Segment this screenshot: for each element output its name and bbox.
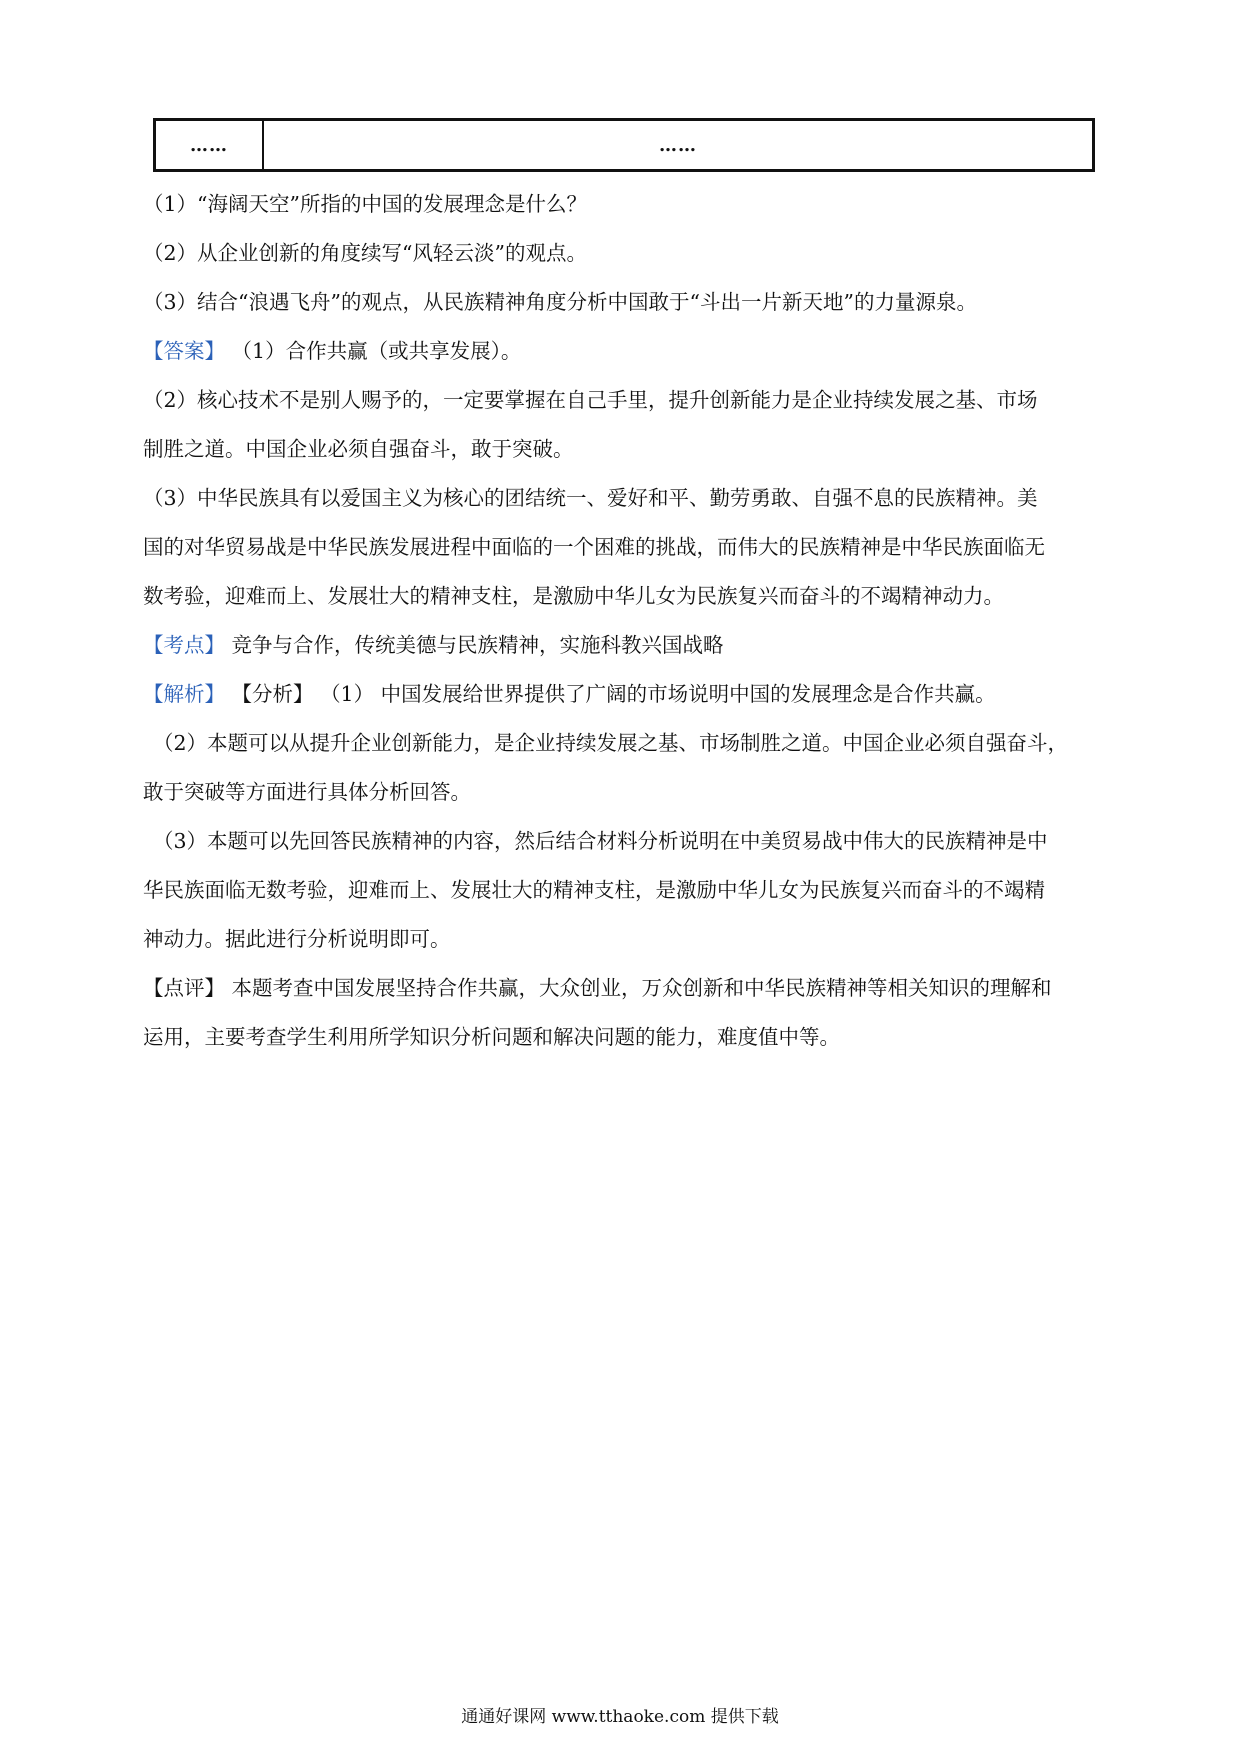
answer-part-2-line-2: 制胜之道。中国企业必须自强奋斗，敢于突破。 xyxy=(143,437,574,461)
table-cell-left: …… xyxy=(156,121,264,169)
answer-line-1 xyxy=(143,327,1103,376)
table xyxy=(153,118,1095,172)
answer-part-3-line-2: 国的对华贸易战是中华民族发展进程中面临的一个困难的挑战，而伟大的民族精神是中华民族面临无 xyxy=(143,535,1045,559)
footer: 通通好课网 www.tthaoke.com 提供下载 xyxy=(461,1707,779,1727)
question-1: （1）“海阔天空”所指的中国的发展理念是什么？ xyxy=(143,192,588,216)
jiexi-part-3-line-1: （3）本题可以先回答民族精神的内容，然后结合材料分析说明在中美贸易战中伟大的民族精神是中 xyxy=(153,829,1048,853)
jiexi-part-2-line-1: （2）本题可以从提升企业创新能力，是企业持续发展之基、市场制胜之道。中国企业必须自强奋斗， xyxy=(153,731,1069,755)
question-3: （3）结合“浪遇飞舟”的观点，从民族精神角度分析中国敢于“斗出一片新天地”的力量源泉。 xyxy=(143,290,977,314)
kaodian-tag: 【考点】 xyxy=(143,633,225,657)
kaodian-line xyxy=(143,621,1103,670)
kaodian-text: 竞争与合作，传统美德与民族精神，实施科教兴国战略 xyxy=(231,633,724,657)
jiexi-part-3-line-3: 神动力。据此进行分析说明即可。 xyxy=(143,927,451,951)
table-cell-right: …… xyxy=(659,134,697,156)
answer-part-2-line-1: （2）核心技术不是别人赐予的，一定要掌握在自己手里，提升创新能力是企业持续发展之基、市场 xyxy=(143,388,1038,412)
dianping-text-1: 本题考查中国发展坚持合作共赢，大众创业，万众创新和中华民族精神等相关知识的理解和 xyxy=(231,976,1052,1000)
jiexi-tag: 【解析】 xyxy=(143,682,225,706)
dianping-tag: 【点评】 xyxy=(143,976,225,1000)
document-content xyxy=(143,180,1103,1062)
question-2: （2）从企业创新的角度续写“风轻云淡”的观点。 xyxy=(143,241,588,265)
jiexi-part-2-line-2: 敢于突破等方面进行具体分析回答。 xyxy=(143,780,471,804)
jiexi-line-1 xyxy=(143,670,1103,719)
answer-tag: 【答案】 xyxy=(143,339,225,363)
jiexi-part-1: （1） 中国发展给世界提供了广阔的市场说明中国的发展理念是合作共赢。 xyxy=(320,682,996,706)
dianping-line-1 xyxy=(143,964,1103,1013)
answer-part-3-line-1: （3）中华民族具有以爱国主义为核心的团结统一、爱好和平、勤劳勇敢、自强不息的民族精神。美 xyxy=(143,486,1038,510)
answer-part-1: （1）合作共赢（或共享发展）。 xyxy=(231,339,522,363)
fenxi-tag: 【分析】 xyxy=(231,682,314,706)
dianping-line-2: 运用，主要考查学生利用所学知识分析问题和解决问题的能力，难度值中等。 xyxy=(143,1025,840,1049)
jiexi-part-3-line-2: 华民族面临无数考验，迎难而上、发展壮大的精神支柱，是激励中华儿女为民族复兴而奋斗的不竭精 xyxy=(143,878,1045,902)
answer-part-3-line-3: 数考验，迎难而上、发展壮大的精神支柱，是激励中华儿女为民族复兴而奋斗的不竭精神动力。 xyxy=(143,584,1004,608)
